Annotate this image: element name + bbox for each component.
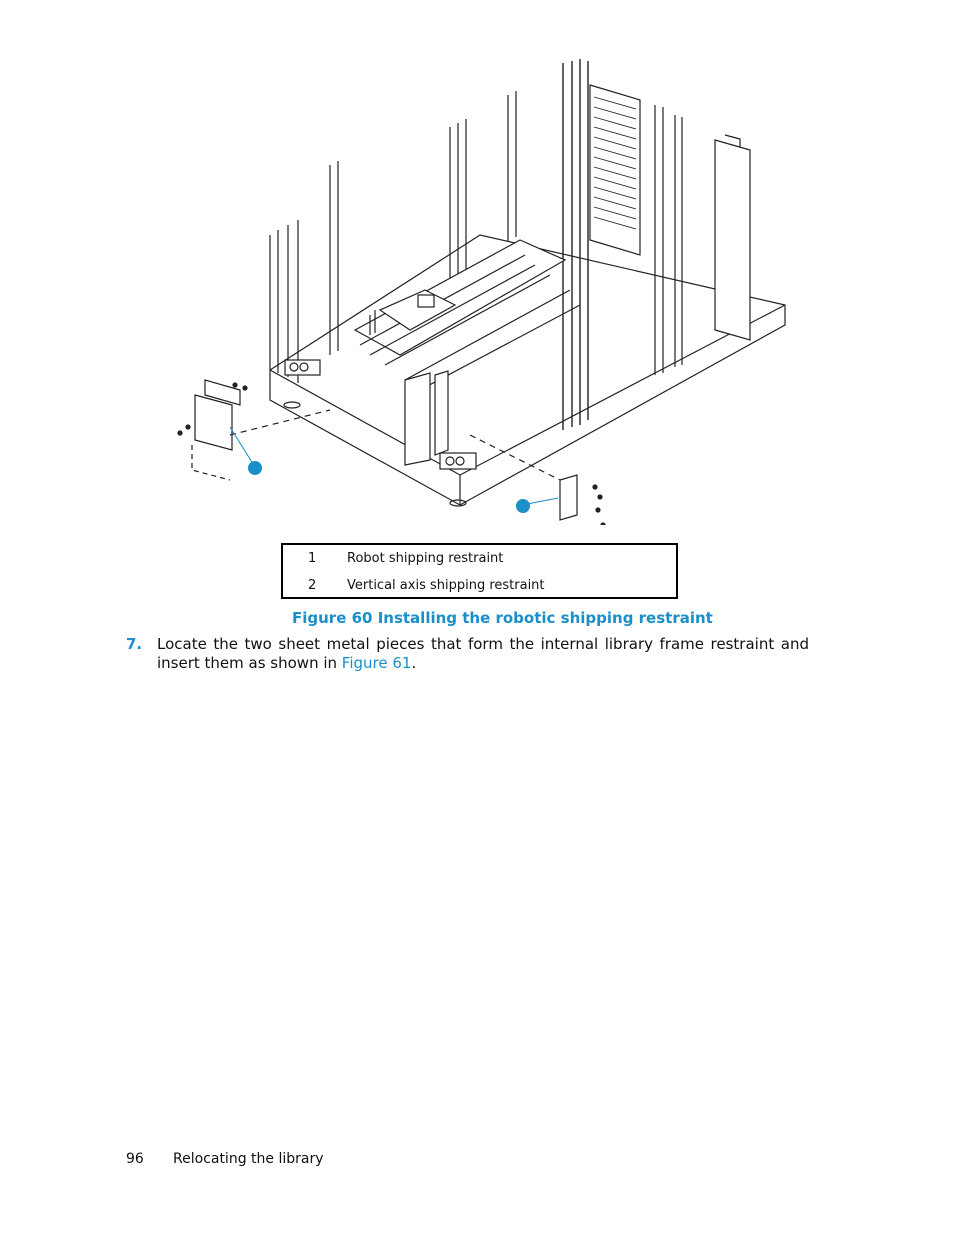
legend-number: 2 — [308, 578, 317, 593]
step-text-before: Locate the two sheet metal pieces that form the internal library frame restraint and insert them as shown in — [157, 635, 809, 672]
library-illustration — [170, 55, 790, 525]
callout-marker-1 — [248, 461, 262, 475]
footer-section-title: Relocating the library — [173, 1151, 324, 1167]
step-text-after: . — [411, 654, 417, 672]
figure-61-link[interactable]: Figure 61 — [341, 654, 412, 672]
page-number: 96 — [126, 1151, 144, 1167]
step-text — [157, 635, 809, 673]
figure-legend-table — [281, 543, 678, 599]
legend-text: Robot shipping restraint — [347, 551, 504, 566]
figure-caption: Figure 60 Installing the robotic shipping restraint — [292, 609, 713, 627]
legend-number: 1 — [308, 551, 317, 566]
step-number: 7. — [126, 635, 143, 653]
legend-text: Vertical axis shipping restraint — [347, 578, 545, 593]
callout-marker-2 — [516, 499, 530, 513]
